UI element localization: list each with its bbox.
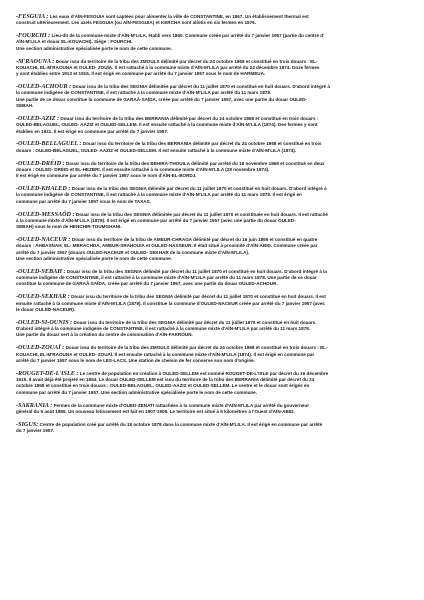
entry-text-line: Douar issu du territoire de la tribu des BERRANIA délimité par décret du 24 octobre 1868 et constitué en trois — [82, 141, 322, 147]
entry-text-line: KOUACHI, EL-M'RAOUNA et OULED- ZOUÏA. Il est rattaché à la commune mixte d'AÏN-M'LILA par arrêté du 24 décembre 1874. Onze fermes — [16, 64, 320, 70]
entry-paragraph — [16, 33, 406, 52]
entry-text-line: la commune indigène de CONSTANTINE, il est rattaché à la commune mixte d'AÏN-M'LILA par arrêté du 11 mars 1878. Il est érigé en — [16, 192, 302, 198]
entry-text-line: KOUACHI, EL-M'RAOUNA et OULED- ZOUAÏ. Il est ensuite rattaché à la commune mixte d'AÏN-M'LILA (1874). Il est érigé en commune par — [16, 351, 315, 357]
entry-text-line: la commune indigène de CONSTANTINE, il est rattaché à la commune mixte d'AÏN-M'LILA par arrêté du 11 mars 1878. — [16, 90, 272, 96]
entry-text-line: SEBAH. — [16, 103, 34, 109]
entry-text-line: à la commune mixte d'AÏN-M'LILA (1878). Il est érigé en commune par arrêté du 7 janvier 1957 (avec une partie du douar OULED- — [16, 217, 296, 223]
entry-name: -OULED-BELLAGUEL : — [16, 140, 82, 148]
entry-paragraph — [16, 212, 406, 231]
entry-text-line: le douar OULED-NACEUR). — [16, 306, 76, 312]
entry-text-line: douars : OULED-BELAGUEL, OULED- AAZIZ et OULED-SELLEM. Il est ensuite rattaché à la commune mixte d'AÏN-M'LILA (1874). — [16, 147, 297, 153]
entry-name: -OULED-SEBAH : — [16, 267, 66, 275]
entry-text-line: 1915. Il avait déjà été projeté en 1854. Le douar OULED-SELLEM est issu du territoire de la tribu des BERRANIA délimité par décret du 24 — [16, 377, 315, 383]
entry-paragraph — [16, 269, 406, 288]
entry-paragraph — [16, 403, 406, 416]
entry-text-line: Douar issu du territoire de la tribu des ZMOULS délimité par décret du 24 octobre 1868 et constitué en trois douars : EL- — [65, 345, 328, 351]
entry-text-line: Douar issu du territoire de la tribu des BEHIRA-THOUILA délimité par arrêté du 18 novembre 1868 et constitué en deux — [65, 160, 325, 166]
entry-paragraph — [16, 59, 406, 78]
entry-paragraph — [16, 84, 406, 109]
entry-name: -OULED-NACEUR : — [16, 236, 71, 244]
entry-paragraph — [16, 237, 406, 262]
entry-paragraph — [16, 186, 406, 205]
entry-text-line: Douar issu du territoire de la tribu des ZMOULS délimité par décret du 24 octobre 1868 et constitué en trois douars : EL- — [55, 58, 318, 64]
entry-paragraph — [16, 422, 406, 435]
entry-paragraph — [16, 345, 406, 364]
entry-text-line: Une partie du douar sert à la création du centre de colonisation d'AÏN-FAKROUN. — [16, 332, 193, 338]
entry-name: -OULED-ACHOUR : — [16, 83, 72, 91]
entry-name: -OULED-SI-OUNIS : — [16, 318, 73, 326]
entry-text-line: Une section administrative spécialisée porte le nom de cette commune. — [16, 45, 172, 51]
entry-paragraph — [16, 320, 406, 339]
entry-name: -OULED-AZIZ : — [16, 114, 60, 122]
entry-name: -M'RAOUNA : — [16, 57, 55, 65]
entry-text-line: commune par arrêté du 7 janvier 1957. Une section administrative spécialisée porte le nom de cette commune. — [16, 389, 258, 395]
entry-paragraph — [16, 161, 406, 180]
entry-text-line: ensuite rattaché à la commune mixte d'AÏN-M'LILA (1878). Il constitue la commune d'OULED-NACEUR créée par arrêté du 7 janvier 1957 (avec — [16, 300, 325, 306]
entry-text-line: construit ultérieurement. Les azels FESGUIA (ou AÏN-FESGUIA) et KERCHA sont allotis en six fermes en 1876. — [16, 20, 256, 26]
entry-text-line: OULED-BELAGUEL, OULED- AAZIZ et OULED-SELLEM. Il est ensuite rattaché à la commune mixte d'AÏN-M'LILA (1874). Des fermes y sont — [16, 122, 318, 128]
entry-text-line: arrêté du 7 janvier 1957 (douars OULED-NACEUR et OULED- SEKHAR de la commune mixte d'AÏN-M'LILA). — [16, 249, 250, 255]
entry-text-line: constitue la commune de GARAÂ-SAÏDA, créée par arrêté du 7 janvier 1957, avec une partie du douar OULED-ACHOUR. — [16, 281, 278, 287]
entry-text-line: douars : OULED- DRÉID et EL-HEZBRI. Il est ensuite rattaché à la commune mixte d'AÏN-M'LILA (28 novembre 1874). — [16, 166, 270, 172]
entry-name: -OULED-DRÉID : — [16, 159, 65, 167]
entry-paragraph — [16, 371, 406, 396]
entry-text-line: Une partie de ce douar constitue la commune de GARAÂ-SAÏDA, créée par arrêté du 7 janvier 1957, avec une partie du douar OULED- — [16, 96, 308, 102]
entry-text-line: douars : AHBASNAH, EL- MERACHDA, AMEUR-SRAHOUIA et OULED-NASSEUR. Il était situé à proximité d'AÏN-ABID. Commune créée par — [16, 243, 318, 249]
entry-text-line: SEBAH) sous le nom de HENCHIR-TOUMGHANI. — [16, 224, 122, 230]
entry-text-line: D'abord intégré à la commune indigène de CONSTANTINE, il est rattaché à la commune mixte d'AÏN-M'LILA par arrêté du 11 mars 1878. — [16, 326, 311, 332]
entry-paragraph — [16, 294, 406, 313]
entry-text-line: Il est érigé en commune par arrêté du 7 janvier 1957 sous le nom d'AÏN-EL-BORDJ. — [16, 173, 197, 179]
entry-text-line: y sont établies entre 1913 et 1916. Il est érigé en commune par arrêté du 7 janvier 1957 sous le nom de HARMEUA. — [16, 71, 266, 77]
entry-text-line: Douar issu de la tribu des SEGNIA délimité par décret du 11 juillet 1870 et constitué en huit douars. D'abord intégré à la — [66, 268, 327, 274]
entry-text-line: octobre 1868 et constitué en trois douars : OULED-BELAGUEL, OULED-AAZIZ et OULED-SELLEM. Le centre et le douar sont érigés en — [16, 383, 310, 389]
entry-text-line: Lieu-dit de la commune mixte d'AÏN-M'LILA, établi vers 1860. Commune créée par arrêté du 7 janvier 1957 (partie du centre d' — [51, 33, 325, 39]
entry-name: -OULED-KHALED : — [16, 185, 71, 193]
entry-text-line: commune indigène de CONSTANTINE, il est rattaché à la commune mixte d'AÏN-M'LILA par arrêté du 11 mars 1878. Une partie de ce douar — [16, 275, 317, 281]
entry-paragraph — [16, 116, 406, 135]
entry-text-line: commune par arrêté du 7 janvier 1957 sous le nom de TAXAS. — [16, 198, 151, 204]
entry-name: -FESGUIA : — [16, 13, 49, 20]
entry-text-line: Le centre de population en création à OULED-SELLEM est nommé ROUGET-DE-L'ISLE par décret du 16 décembre — [79, 370, 329, 376]
entry-text-line: Les eaux d'AÏN-FESGUIA sont captées pour alimenter la ville de CONSTANTINE, en 1867. Un établissement thermal est — [49, 14, 309, 19]
entry-text-line: du 7 janvier 1957. — [16, 428, 55, 434]
entry-paragraph — [16, 14, 406, 27]
entry-text-line: Douar issu de la tribu des SEGNIA délimité par décret du 11 juillet 1870 et constitué en huit douars. D'abord intégré à — [71, 186, 327, 192]
entry-text-line: Douar issu du territoire de la tribu des SEGNIA délimité par décret du 11 juillet 1870 et constitué en huit douars. Il est — [71, 294, 326, 300]
entry-text-line: Une section administrative spécialisée porte le nom de cette commune. — [16, 255, 172, 261]
entry-text-line: Douar issu de la tribu des SEGNIA délimitée par décret du 11 juillet 1870 et constituée en huit douars. Il est rattaché — [75, 211, 328, 217]
entry-text-line: Douar issu du territoire de la tribu de AMEUR-CHRAGA délimité par décret du 16 juin 1866 et constitué en quatre — [71, 237, 318, 243]
entry-text-line: Douar issu de la tribu des SEGNIA délimitée par décret du 11 juillet 1870 et constitué en huit douars. D'abord intégré à — [72, 84, 330, 90]
entry-text-line: Centre de population créé par arrêté du 18 octobre 1878 dans la commune mixte d'AÏN-M'LILA. Il est érigé en commune par arrêté — [39, 421, 323, 427]
entry-name: -OULED-SEKHAR : — [16, 293, 70, 301]
entry-name: -SAKRANIA : — [16, 401, 53, 409]
entry-text-line: arrêté du 7 janvier 1957 sous le nom de LES-LACS. Une station de chemin de fer conserve son nom d'origine. — [16, 357, 256, 363]
entry-text-line: général du 5 août 1886. Un nouveau lotissement est fait en 1907-1908. Le territoire est situé à 5 kilomètres à l'Ouest d'AÏN-ABID. — [16, 408, 295, 414]
entry-paragraph — [16, 141, 406, 154]
entry-text-line: Douar issu du territoire de la tribu des SEGNIA délimité par décret du 11 juillet 1870 et constitué en huit douars. — [73, 319, 317, 325]
entry-name: -OULED-ZOUAÏ : — [16, 344, 65, 352]
entry-name: -SIGUS: — [16, 420, 39, 428]
entry-text-line: Fermes de la commune mixte d'OUED-ZENATI rattachées à la commune mixte d'AÏN-M'LILA par arrêté du gouverneur — [53, 402, 310, 408]
entry-name: -ROUGET-DE-L'ISLE : — [16, 369, 79, 377]
entry-text-line: AÏN-M'LILA et douar EL-KOUACHI). Siège : FOURCHI. — [16, 39, 133, 45]
entry-name: -OULED-MESSAÔD : — [16, 210, 75, 218]
entry-name: -FOURCHI : — [16, 32, 51, 40]
entry-text-line: établies en 1921. Il est érigé en commune par arrêté du 7 janvier 1957. — [16, 128, 169, 134]
entry-text-line: Douar issu du territoire de la tribu des BERRANIA délimité par décret du 24 octobre 1868 et constitué en trois douars : — [60, 115, 319, 121]
